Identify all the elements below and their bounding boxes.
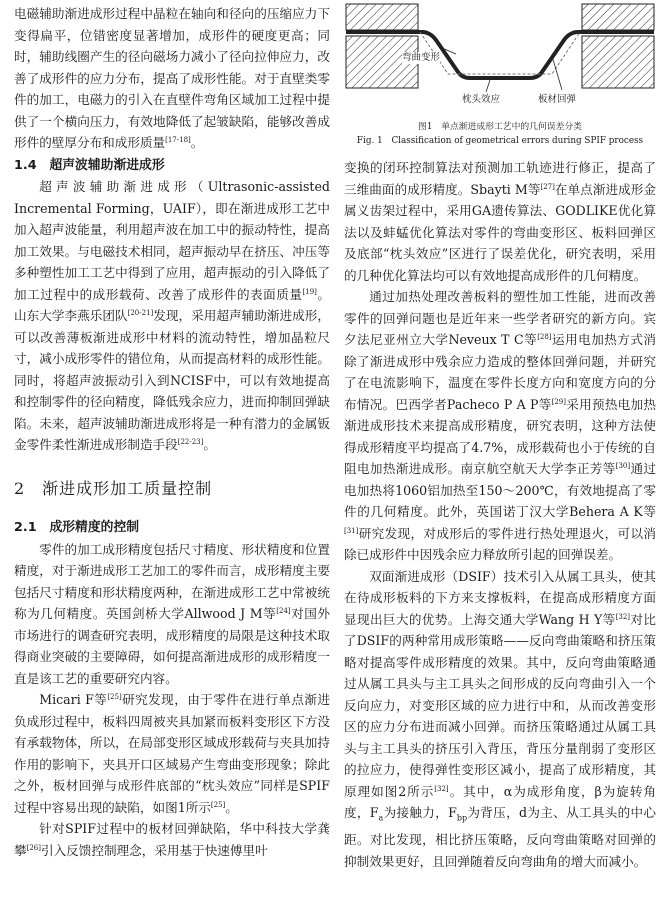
figure-1-caption-en: Fig. 1 Classification of geometrical errors during SPIF process [356,136,644,146]
leader-spring [552,56,562,90]
citation: [25] [107,692,122,701]
citation: [29] [551,397,566,406]
citation: [31] [344,526,359,535]
figure-1 [344,2,656,122]
paragraph-right-3: 双面渐进成形（DSIF）技术引入从属工具头，使其在待成形板料的下方来支撑板料，在提高成形精度方面显现出巨大的优势。上海交通大学Wang H Y等[32]对比了DSIF的两种常用成形策略——反向弯曲策略和挤压策略对提高零件成形精度的效果。其中，反向弯曲策略通过从属工具头与主工具头之间形成的反向弯曲引入一个反向应力，对变形区域的应力进行中和，从而改善变形区的应力分布进而减小回弹。而挤压策略通过从属工具头与主工具头的挤压引入背压，背压分量削弱了变形区的拉应力，使得弹性变形区减小，提高了成形精度，其原理如图2所示[32]。其中，α为成形角度，β为旋转角度，$F_a$为接触力，$F_{bp}$为背压，d为主、从工具头的中心距。对比发现，相比挤压策略，反向弯曲策略对回弹的抑制效果更好，且回弹随着反向弯曲角的增大而减小。 [344,568,656,869]
section-heading-1-4: 1.4 超声波辅助渐进成形 [14,157,165,173]
citation: [32] [434,784,449,793]
figure-1-caption-cn: 图1 单点渐进成形工艺中的几何误差分类 [418,122,582,132]
citation: [25] [210,800,226,809]
clamp-bottom-right [582,36,654,88]
paragraph-right-1: 变换的闭环控制算法对预测加工轨迹进行修正，提高了三维曲面的成形精度。Sbayti M等[27]在单点渐进成形金属义齿架过程中，采用GA遗传算法、GODLIKE优化算法以及蚌蜢优化算法对零件的弯曲变形区、板料回弹区及底部“枕头效应”区进行了误差优化，研究表明，采用的几种优化算法均可以有效地提高成形件的几何精度。 [344,160,656,283]
chapter-heading-2: 2 渐进成形加工质量控制 [14,478,213,498]
leader-pillow [486,80,490,92]
citation: [22-23] [177,437,204,446]
paragraph-accuracy-1: 零件的加工成形精度包括尺寸精度、形状精度和位置精度，对于渐进成形工艺加工的零件而言，成形精度主要包括尺寸精度和形状精度两种，在渐进成形工艺中常被统称为几何精度。英国剑桥大学Allwood J M等[24]对国外市场进行的调查研究表明，成形精度的局限是这种技术取得商业突破的主要障碍，如何提高渐进成形的成形精度一直是该工艺的重要研究内容。 [14,541,331,686]
paragraph-em-conclusion: 电磁辅助渐进成形过程中晶粒在轴向和径向的压缩应力下变得扁平，位错密度显著增加，成形件的硬度更高；同时，辅助线圈产生的径向磁场力减小了径向拉伸应力，改善了成形件的应力分布，提高了成形性能。对于直壁类零件的加工，电磁力的引入在直壁件弯角区域加工过程中提供了一个横向压力，有效地降低了起皱缺陷，能够改善成形件的壁厚分布和成形质量[17-18]。 [14,6,330,150]
label-pillow-effect: 枕头效应 [462,94,501,105]
citation: [28] [537,332,552,341]
paragraph-accuracy-2: Micari F等[25]研究发现，由于零件在进行单点渐进负成形过程中，板料四周被夹具加紧而板料变形区下方没有承载物体，所以，在局部变形区域成形载荷与夹具加持作用的影响下，夹具开口区域易产生弯曲变形现象；除此之外，板材回弹与成形件底部的“枕头效应”同样是SPIF过程中容易出现的缺陷，如图1所示[25]。 [14,692,330,815]
left-column [14,0,330,861]
citation: [17-18] [165,135,191,144]
paragraph-ultrasonic: 超声波辅助渐进成形（Ultrasonic-assisted Incremental Forming，UAIF），即在渐进成形工艺中加入超声波能量，利用超声波在加工中的振动特性，提高加工效果。与电磁技术相同，超声振动早在挤压、冲压等多种塑性加工工艺中得到了应用，超声振动的引入降低了加工过程中的成形载荷、改善了成形件的表面质量[19]。山东大学李燕乐团队[20-21]发现，采用超声辅助渐进成形，可以改善薄板渐进成形中材料的流动特性，增加晶粒尺寸，减小成形零件的错位角，从而提高材料的成形性能。同时，将超声波振动引入到NCISF中，可以有效地提高和控制零件的径向精度，降低残余应力，进而抑制回弹缺陷。未来，超声波辅助渐进成形将是一种有潜力的金属钣金零件柔性渐进成形制造手段[22-23]。 [14,179,331,452]
label-springback: 板材回弹 [538,94,577,105]
citation: [20-21] [127,308,154,317]
clamp-top-left [346,4,418,30]
citation: [26] [26,843,41,852]
citation: [27] [540,182,555,191]
citation: [32] [615,612,631,621]
label-bending: 弯曲变形 [402,52,441,63]
right-column [344,0,656,872]
paragraph-accuracy-3: 针对SPIF过程中的板材回弹缺陷，华中科技大学龚攀[26]引入反馈控制理念，采用基于快速傅里叶 [14,821,330,858]
citation: [30] [615,461,631,470]
paragraph-right-2: 通过加热处理改善板料的塑性加工性能，进而改善零件的回弹问题也是近年来一些学者研究的新方向。宾夕法尼亚州立大学Neveux T C等[28]运用电加热方式消除了渐进成形中残余应力造成的整体回弹问题，并研究了在电流影响下，温度在零件长度方向和宽度方向的分布情况。巴西学者Pacheco P A P等[29]采用预热电加热渐进成形技术来提高成形精度，研究表明，这种方法使得成形精度平均提高了4.7%，成形载荷也小于传统的自阻电加热渐进成形。南京航空航天大学李正芳等[30]通过电加热将1060铝加热至150～200℃，有效地提高了零件的几何精度。此外，英国诺丁汉大学Behera A K等[31]研究发现，对成形后的零件进行热处理退火，可以消除已成形件中因残余应力释放所引起的回弹误差。 [344,289,657,562]
citation: [19] [302,287,317,296]
citation: [24] [276,606,291,615]
section-heading-2-1: 2.1 成形精度的控制 [14,520,140,535]
clamp-top-right [582,4,654,30]
